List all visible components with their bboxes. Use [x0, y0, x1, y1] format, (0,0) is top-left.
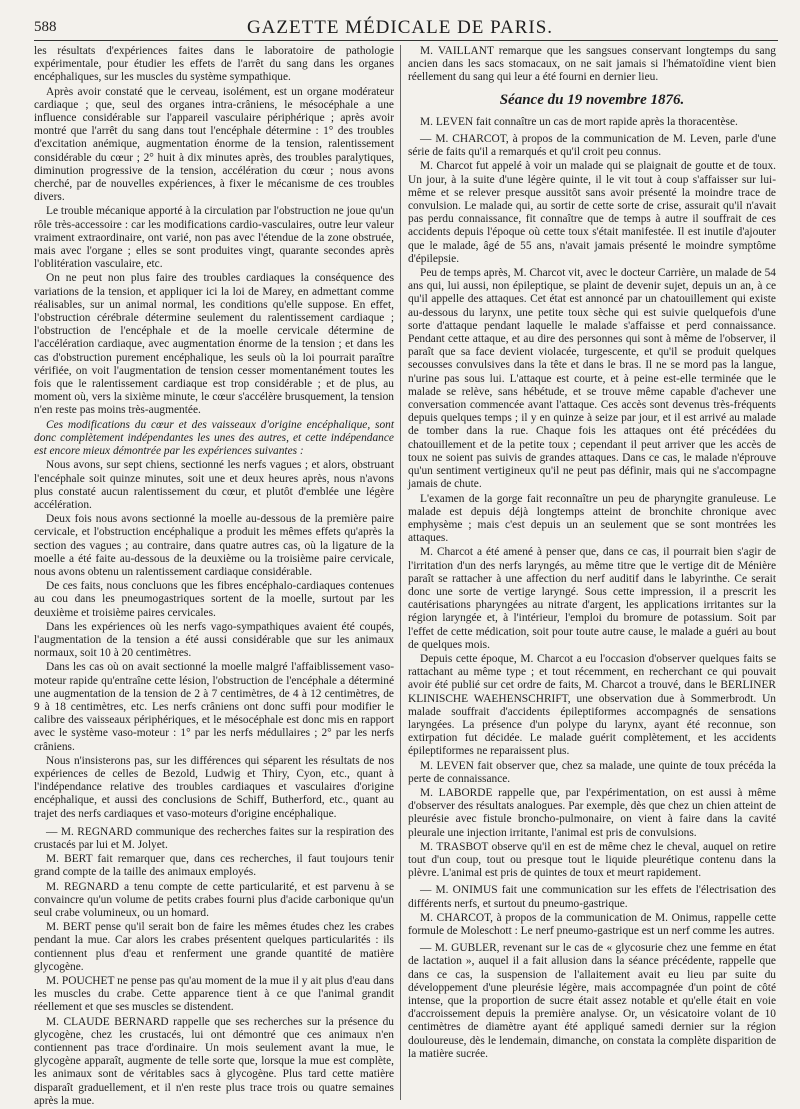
journal-title: GAZETTE MÉDICALE DE PARIS.: [246, 17, 554, 38]
paragraph: M. BERT fait remarquer que, dans ces recherches, il faut toujours tenir grand compte de la taille des animaux employés.: [34, 853, 394, 879]
paragraph: M. TRASBOT observe qu'il en est de même chez le cheval, auquel on retire tout d'un coup, tout ou presque tout le liquide pleurétique contenu dans la plèvre. L'animal est pris de quintes de toux et meurt rapidement.: [408, 840, 776, 880]
page-number: 588: [34, 19, 57, 35]
paragraph: Après avoir constaté que le cerveau, isolément, est un organe modérateur cardiaque ; que, seul des organes intra-crâniens, le mésocéphale a une influence considérable sur l'appareil vasculaire périphérique ; après avoir montré que l'arrêt du sang dans tout l'encéphale détermine : 1° des troubles d'excitation anémique, augmentation énorme de la tension, ralentissement considérable du cœur ; 2° huit à dix minutes après, des troubles paralytiques, diminution progressive de la tension, accélération du cœur ; nous avons cherché, par de nouvelles expériences, à fixer le mécanisme de ces troubles divers.: [34, 85, 394, 204]
paragraph: les résultats d'expériences faites dans le laboratoire de pathologie expérimentale, pour étudier les effets de l'arrêt du sang dans les organes encéphaliques, sur les muscles du système sympathique.: [34, 45, 394, 84]
paragraph: M. Charcot a été amené à penser que, dans ce cas, il pourrait bien s'agir de l'irritation d'un des nerfs laryngés, au même titre que le vertige dit de Ménière paraît se rattacher à une affection du nerf auditif dans le labyrinthe. Ce serait donc une sorte de vertige laryngé. Sous cette impression, il a prescrit les cautérisations pharyngées au nitrate d'argent, les applications irritantes sur la région laryngée et, à l'intérieur, l'emploi du bromure de potassium. Soit par l'effet de cette médication, soit pour toute autre cause, le malade a guéri au bout de quelques mois.: [408, 546, 776, 651]
paragraph: — M. CHARCOT, à propos de la communication de M. Leven, parle d'une série de faits qu'il a remarqués et qu'il croit peu connus.: [408, 133, 776, 159]
paragraph: M. LEVEN fait connaître un cas de mort rapide après la thoracentèse.: [420, 115, 738, 128]
paragraph: M. CHARCOT, à propos de la communication de M. Onimus, rappelle cette formule de Moleschott : Le nerf pneumo-gastrique est un nerf comme les autres.: [408, 911, 776, 937]
paragraph: — M. ONIMUS fait une communication sur les effets de l'électrisation des différents nerfs, et surtout du pneumo-gastrique.: [408, 884, 776, 910]
paragraph: M. POUCHET ne pense pas qu'au moment de la mue il y ait plus d'eau dans les muscles du crabe. Cette apparence tient à ce que l'animal grandit réellement et que ses muscles se distendent.: [34, 975, 394, 1014]
paragraph: M. CLAUDE BERNARD rappelle que ses recherches sur la présence du glycogène, chez les crustacés, lui ont démontré que ces animaux n'en contiennent pas trace d'ordinaire. Un mois seulement avant la mue, le glycogène apparaît, augmente de telle sorte que, lorsque la mue est complète, les animaux sont de véritables sacs à glycogène. Plus tard cette matière disparaît graduellement, et il n'en reste plus trace trois ou quatre semaines après la mue.: [34, 1015, 394, 1107]
header-rule: [34, 40, 778, 41]
paragraph: M. LEVEN fait observer que, chez sa malade, une quinte de toux précéda la perte de connaissance.: [408, 759, 776, 785]
paragraph: Depuis cette époque, M. Charcot a eu l'occasion d'observer quelques faits se rattachant au même type ; et tout récemment, en recherchant ce qui pouvait avoir été publié sur cet ordre de faits, M. Charcot a trouvé, dans le BERLINER KLINISCHE WAEHENSCHRIFT, une observation due à Sommerbrodt. Un malade souffrait d'accidents épileptiformes accompagnés de sensations laryngées. La présence d'un polype du larynx, ayant été reconnue, son extirpation fut décidée. Le malade guérit complètement, et les accidents épileptiformes ne reparaissent plus.: [408, 652, 776, 758]
paragraph: M. BERT pense qu'il serait bon de faire les mêmes études chez les crabes pendant la mue. Car alors les crabes présentent quelques particularités : ils contiennent plus d'eau et renferment une grande quantité de matière glycogène.: [34, 921, 394, 973]
paragraph: Le trouble mécanique apporté à la circulation par l'obstruction ne joue qu'un rôle très-accessoire : car les modifications cardio-vasculaires, outre leur valeur vraiment extraordinaire, ont varié, non pas avec l'étendue de la zone obstruée, mais avec l'organe ; elles se sont produites vingt, quarante secondes après l'oblitération vasculaire, etc.: [34, 205, 394, 271]
paragraph: Nous avons, sur sept chiens, sectionné les nerfs vagues ; et alors, obstruant l'encéphale soit quinze minutes, soit une et deux heures après, nous n'avons plus constaté aucun ralentissement du cœur, et plutôt d'emblée une légère accélération.: [34, 459, 394, 511]
paragraph: Dans les cas où on avait sectionné la moelle malgré l'affaiblissement vaso-moteur rapide qu'entraîne cette lésion, l'obstruction de l'encéphale a déterminé une augmentation de la tension de 2 à 7 centimètres, de 4 à 12 centimètres, de 9 à 18 centimètres, etc. Les nerfs crâniens ont donc suffi pour modifier le calibre des vaisseaux périphériques, et le mésocéphale est donc mis en rapport avec le système vaso-moteur : 1° par les nerfs médullaires ; 2° par les nerfs crâniens.: [34, 661, 394, 753]
session-title: Séance du 19 novembre 1876.: [499, 91, 685, 108]
column-divider: [400, 45, 401, 1100]
paragraph: M. Charcot fut appelé à voir un malade qui se plaignait de goutte et de toux. Un jour, à la suite d'une légère quinte, il le vit tout à coup s'affaisser sur lui-même et se relever presque aussitôt sans avoir présenté la moindre trace de convulsion. Le malade qui, au sortir de cette sorte de crise, assurait qu'il n'avait pas perdu connaissance, fit connaître que de temps à autre il souffrait de ces accidents depuis l'époque où cette toux s'était manifestée. Il est inutile d'ajouter que le malade, âgé de 55 ans, n'avait jamais présenté le moindre symptôme d'épilepsie.: [408, 160, 776, 265]
paragraph: Deux fois nous avons sectionné la moelle au-dessous de la première paire cervicale, et l'obstruction encéphalique a produit les mêmes effets qu'après la section des vagues ; au contraire, dans quatre autres cas, où la ligature de la moelle a été faite au-dessous de la deuxième ou la troisième paire cervicale, nous avons obtenu un ralentissement cardiaque considérable.: [34, 513, 394, 578]
left-column: [34, 45, 394, 1107]
paragraph: On ne peut non plus faire des troubles cardiaques la conséquence des variations de la tension, et appliquer ici la loi de Marey, en admettant comme réalisables, sur un animal normal, les conditions qu'elle suppose. En effet, l'obstruction cérébrale détermine seulement du ralentissement cardiaque ; l'obstruction de l'encéphale et de la moelle cervicale détermine de l'accélération cardiaque, avec augmentation énorme de la tension ; et dans les cas d'obstruction purement encéphalique, les seuls où la loi pourrait paraître vérifiée, on voit l'augmentation de tension cesser momentanément toutes les fois que le ralentissement cardiaque est trop considérable ; et de plus, au moment où, vers la sixième minute, le cœur s'accélère brusquement, la tension n'en reste pas moins très-augmentée.: [34, 272, 394, 417]
paragraph: L'examen de la gorge fait reconnaître un peu de pharyngite granuleuse. Le malade est depuis déjà longtemps atteint de bronchite chronique avec emphysème ; mais c'est depuis un an seulement que se sont montrées les attaques.: [408, 492, 776, 545]
paragraph: — M. GUBLER, revenant sur le cas de « glycosurie chez une femme en état de lactation », auquel il a fait allusion dans la séance précédente, rappelle que dans ce cas, la suspension de l'allaitement avait eu lieu par suite du développement d'une pleurésie légère, mais accompagnée d'un point de côté intense, que la proportion de sucre était assez notable et qu'elle était en voie d'accroissement depuis la première analyse. Or, un vésicatoire volant de 10 centimètres de diamètre ayant été appliqué samedi dernier sur la région douloureuse, dès le lendemain, dimanche, on constata la complète disparition de la matière sucrée.: [408, 942, 776, 1060]
paragraph: M. LABORDE rappelle que, par l'expérimentation, on est aussi à même d'observer des résultats analogues. Par exemple, dès que chez un chien atteint de pleurésie avec fistule broncho-pulmonaire, on vient à faire dans la cavité pleurale une injection irritante, l'animal est pris de convulsions.: [408, 786, 776, 839]
right-column: [408, 45, 776, 1100]
page-header: [0, 0, 800, 44]
paragraph: M. VAILLANT remarque que les sangsues conservant longtemps du sang ancien dans les sacs stomacaux, on ne sait jamais si l'hématoïdine vient bien réellement du sang qui leur a été fourni en dernier lieu.: [408, 45, 776, 84]
paragraph: Nous n'insisterons pas, sur les différences qui séparent les résultats de nos expériences de celles de Bezold, Ludwig et Thiry, Cyon, etc., quant à l'indépendance relative des troubles cardiaques et vasculaires d'origine encéphalique, et aussi des conclusions de Schiff, Butherford, etc., quant au trajet des nerfs cardiaques et vaso-moteurs d'origine encéphalique.: [34, 754, 394, 820]
paragraph: Peu de temps après, M. Charcot vit, avec le docteur Carrière, un malade de 54 ans qui, lui aussi, non épileptique, se plaint de devenir sujet, depuis un an, à ce qu'il appelle des attaques. Cet état est annoncé par un chatouillement qui existe au-dessous du larynx, une petite toux sèche qui est suivie quelquefois d'une sorte d'attaque pendant laquelle le malade s'affaisse et perd connaissance. Pendant cette attaque, et au dire des personnes qui sont à même de l'observer, il paraît que sa face devient violacée, turgescente, et qu'il se produit quelques secousses convulsives dans la tête et dans le bras. Il ne se mord pas la langue, n'urine pas sous lui. L'attaque est courte, et à peine est-elle terminée que le malade se relève, sans hébétude, et se trouve même capable d'achever une conversation commencée avant l'attaque. Ces accès sont devenus très-fréquents depuis quelques temps ; il y en quinze à seize par jour, et il est arrivé au malade de tomber dans la rue. Chaque fois les attaques ont été précédées du chatouillement et de la petite toux ; cependant il peut arriver que les accès de toux ne soient pas suivis de grandes attaques. Dans ce cas, le malade n'éprouve qu'un sentiment vertigineux qu'il ne peut pas définir, mais qui ne s'accompagne jamais de chute.: [408, 267, 776, 491]
paragraph: De ces faits, nous concluons que les fibres encéphalo-cardiaques contenues au cou dans les pneumogastriques sortent de la moelle, surtout par les deuxième et troisième paires cervicales.: [34, 580, 394, 619]
paragraph: M. REGNARD a tenu compte de cette particularité, et est parvenu à se convaincre qu'un volume de petits crabes fourni plus d'acide carbonique qu'un seul crabe volumineux, ou un homard.: [34, 880, 394, 919]
paragraph: — M. REGNARD communique des recherches faites sur la respiration des crustacés par lui et M. Jolyet.: [34, 825, 394, 851]
paragraph: Ces modifications du cœur et des vaisseaux d'origine encéphalique, sont donc complètement indépendantes les unes des autres, et cette indépendance est encore mieux démontrée par les expériences suivantes :: [34, 418, 394, 458]
paragraph: Dans les expériences où les nerfs vago-sympathiques avaient été coupés, l'augmentation de la tension a été aussi considérable que sur les animaux normaux, soit 10 à 20 centimètres.: [34, 620, 394, 660]
